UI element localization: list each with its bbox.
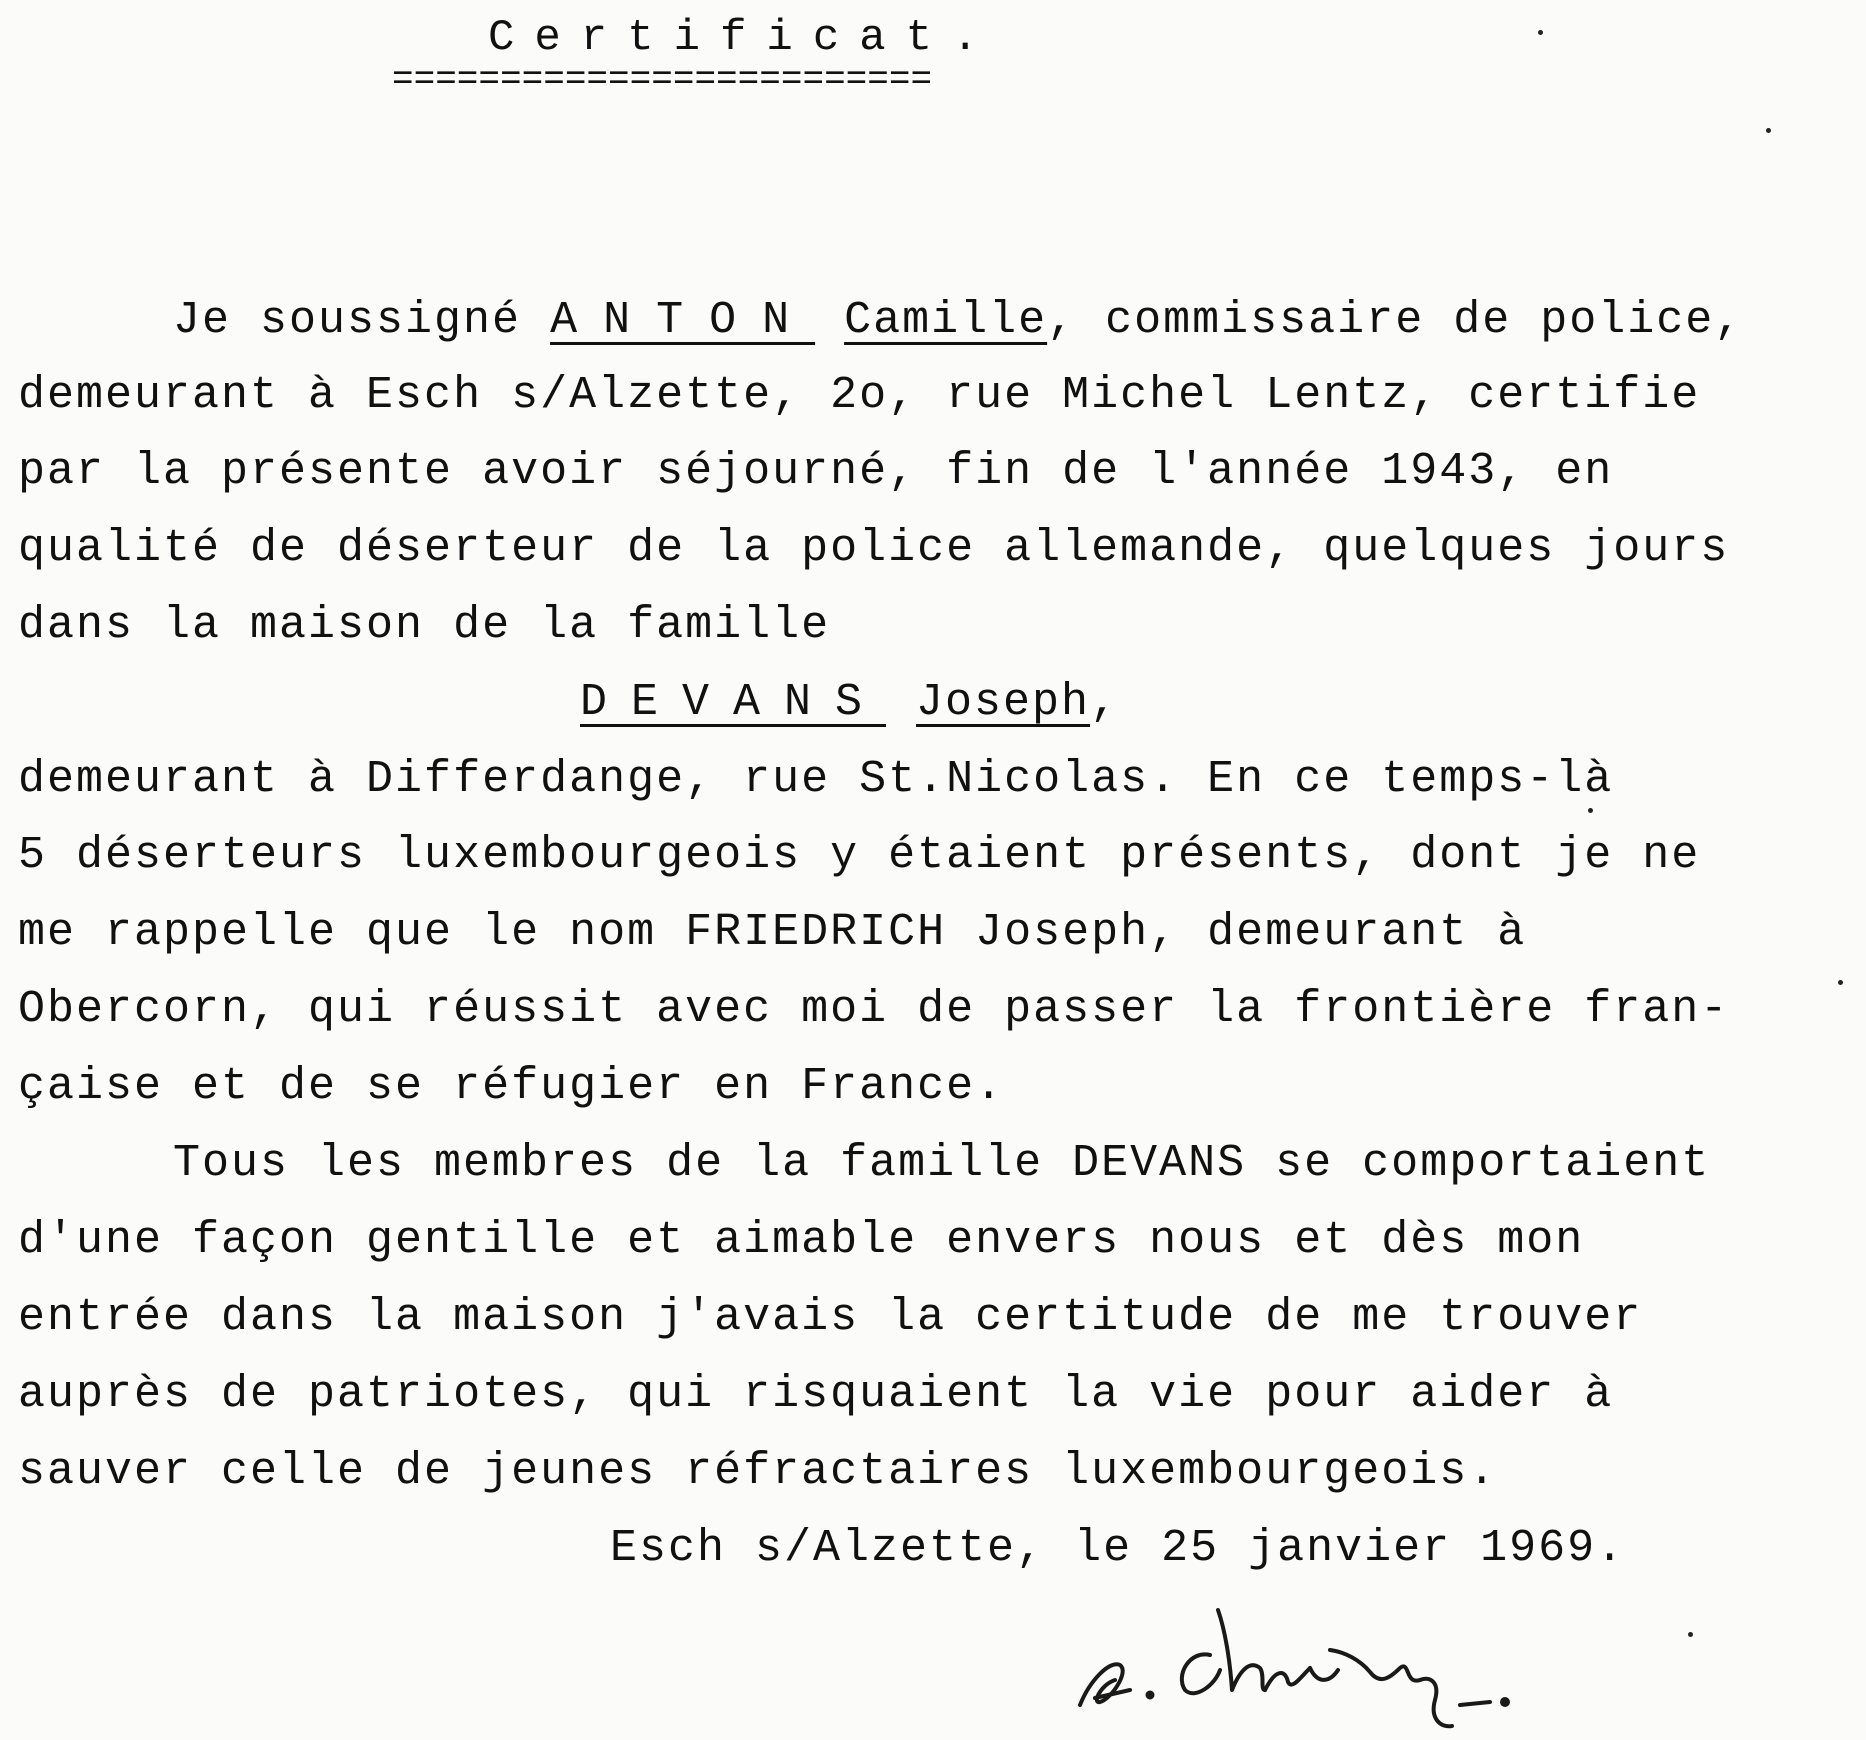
text-segment [815, 295, 844, 346]
paragraph1-line10: Obercorn, qui réussit avec moi de passer la frontière fran- [18, 984, 1730, 1035]
scan-speck [1838, 980, 1843, 985]
paragraph2-line1: Tous les membres de la famille DEVANS se comportaient [173, 1138, 1711, 1189]
scan-speck [1766, 128, 1771, 133]
handwritten-signature [1060, 1590, 1560, 1730]
document-title: Certificat. [488, 13, 999, 63]
title-underline-rule: ========================= [392, 59, 933, 100]
paragraph1-line11: çaise et de se réfugier en France. [18, 1061, 1005, 1112]
text-segment: , commissaire de police, [1047, 295, 1744, 346]
text-segment: Je soussigné [173, 295, 551, 346]
paragraph1-line8: 5 déserteurs luxembourgeois y étaient présents, dont je ne [18, 830, 1701, 881]
firstname-joseph: Joseph [916, 677, 1091, 728]
paragraph2-line5: sauver celle de jeunes réfractaires luxembourgeois. [18, 1446, 1498, 1497]
surname-devans: DEVANS [580, 677, 887, 728]
scan-speck [1588, 808, 1593, 813]
scan-speck [1538, 30, 1543, 35]
scan-speck [1688, 1632, 1693, 1637]
paragraph1-name-line [580, 677, 1120, 728]
paragraph2-line4: auprès de patriotes, qui risquaient la vie pour aider à [18, 1369, 1614, 1420]
paragraph2-line2: d'une façon gentille et aimable envers nous et dès mon [18, 1215, 1585, 1266]
dateline: Esch s/Alzette, le 25 janvier 1969. [610, 1523, 1626, 1574]
paragraph1-line7: demeurant à Differdange, rue St.Nicolas. En ce temps-là [18, 754, 1614, 805]
text-segment: , [1090, 677, 1120, 728]
paragraph1-line4: qualité de déserteur de la police allemande, quelques jours [18, 523, 1730, 574]
paragraph1-line3: par la présente avoir séjourné, fin de l'année 1943, en [18, 446, 1614, 497]
paragraph1-line1 [18, 295, 1744, 346]
firstname-camille: Camille [844, 295, 1048, 346]
paragraph1-line2: demeurant à Esch s/Alzette, 2o, rue Michel Lentz, certifie [18, 370, 1701, 421]
paragraph1-line5: dans la maison de la famille [18, 600, 831, 651]
paragraph1-line9: me rappelle que le nom FRIEDRICH Joseph, demeurant à [18, 907, 1527, 958]
surname-anton: ANTON [550, 295, 816, 346]
paragraph2-line3: entrée dans la maison j'avais la certitude de me trouver [18, 1292, 1643, 1343]
